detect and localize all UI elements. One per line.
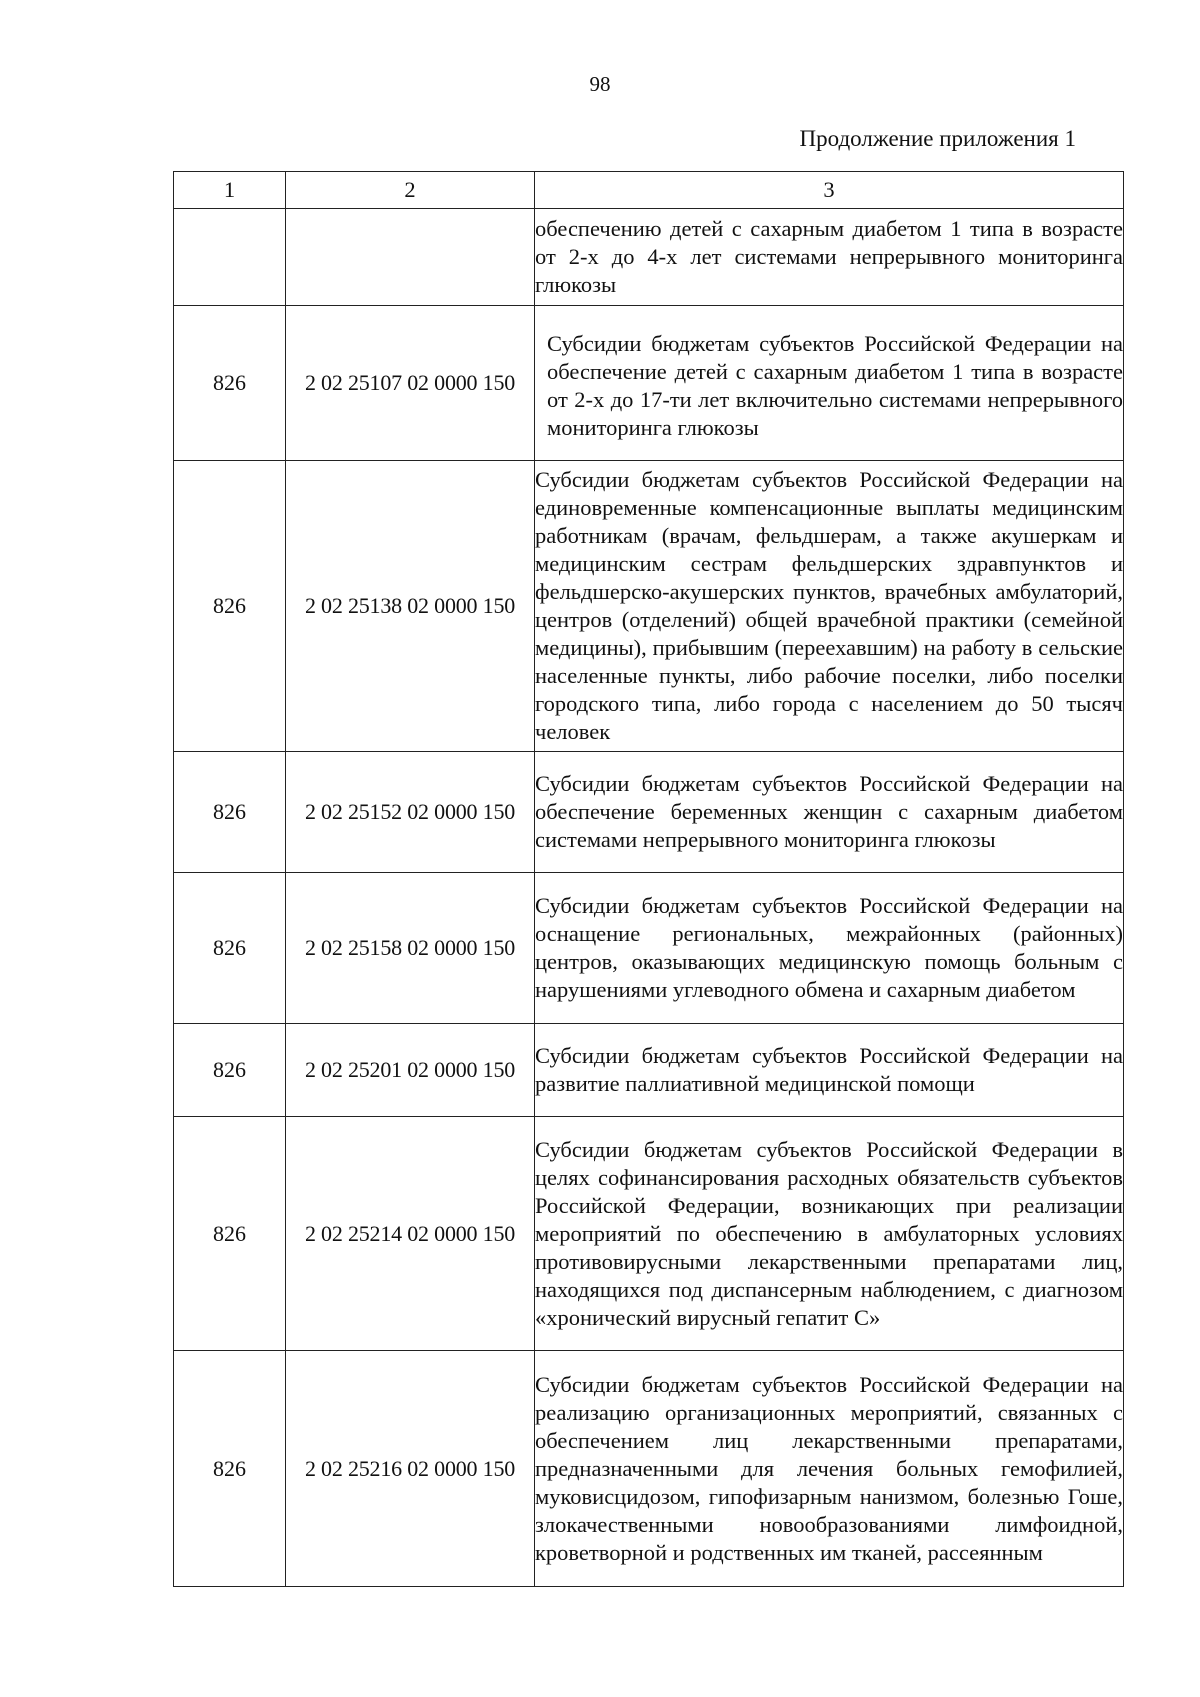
appendix-caption: Продолжение приложения 1 bbox=[799, 126, 1076, 151]
description-cell bbox=[535, 1024, 1124, 1117]
admin-code-cell: 826 bbox=[174, 873, 286, 1024]
admin-code-cell: 826 bbox=[174, 461, 286, 752]
column-header-2: 2 bbox=[286, 172, 535, 209]
budget-code-cell bbox=[286, 209, 535, 306]
budget-code-cell: 2 02 25201 02 0000 150 bbox=[286, 1024, 535, 1117]
admin-code-cell: 826 bbox=[174, 1351, 286, 1587]
budget-code-cell: 2 02 25138 02 0000 150 bbox=[286, 461, 535, 752]
column-header-1: 1 bbox=[174, 172, 286, 209]
column-header-3: 3 bbox=[535, 172, 1124, 209]
budget-code-cell: 2 02 25214 02 0000 150 bbox=[286, 1117, 535, 1351]
admin-code-cell: 826 bbox=[174, 1024, 286, 1117]
description-cell bbox=[535, 306, 1124, 461]
description-cell bbox=[535, 873, 1124, 1024]
table-header-row bbox=[174, 172, 1124, 209]
table-row bbox=[174, 1024, 1124, 1117]
description-text: Субсидии бюджетам субъектов Российской Федерации на обеспечение детей с сахарным диабетом 1 типа в возрасте от 2-х до 17-ти лет включительно системами непрерывного мониторинга глюкозы bbox=[547, 331, 1123, 440]
admin-code-cell: 826 bbox=[174, 1117, 286, 1351]
description-text: Субсидии бюджетам субъектов Российской Федерации на единовременные компенсационные выплаты медицинским работникам (врачам, фельдшерам, а также акушеркам и медицинским сестрам фельдшерских здравпунктов и фельдшерско-акушерских пунктов, врачебных амбулаторий, центров (отделений) общей врачебной практики (семейной медицины), прибывшим (переехавшим) на работу в сельские населенные пункты, либо рабочие поселки, либо поселки городского типа, либо города с населением до 50 тысяч человек bbox=[535, 467, 1123, 744]
description-text: Субсидии бюджетам субъектов Российской Федерации на оснащение региональных, межрайонных (районных) центров, оказывающих медицинскую помощь больным с нарушениями углеводного обмена и сахарным диабетом bbox=[535, 893, 1123, 1002]
description-cell bbox=[535, 1351, 1124, 1587]
admin-code-cell: 826 bbox=[174, 752, 286, 873]
description-cell bbox=[535, 461, 1124, 752]
appendix-table bbox=[173, 171, 1124, 1587]
table-row bbox=[174, 209, 1124, 306]
description-cell bbox=[535, 209, 1124, 306]
budget-code-cell: 2 02 25152 02 0000 150 bbox=[286, 752, 535, 873]
description-text: обеспечению детей с сахарным диабетом 1 типа в возрасте от 2-х до 4-х лет системами непрерывного мониторинга глюкозы bbox=[535, 216, 1123, 297]
table-row bbox=[174, 873, 1124, 1024]
table-row bbox=[174, 461, 1124, 752]
admin-code-cell bbox=[174, 209, 286, 306]
table-row bbox=[174, 752, 1124, 873]
page-number: 98 bbox=[589, 72, 611, 96]
description-text: Субсидии бюджетам субъектов Российской Федерации на развитие паллиативной медицинской помощи bbox=[535, 1043, 1123, 1096]
description-cell bbox=[535, 752, 1124, 873]
table-row bbox=[174, 1117, 1124, 1351]
budget-code-cell: 2 02 25216 02 0000 150 bbox=[286, 1351, 535, 1587]
table-row bbox=[174, 1351, 1124, 1587]
table-row bbox=[174, 306, 1124, 461]
description-text: Субсидии бюджетам субъектов Российской Федерации на обеспечение беременных женщин с сахарным диабетом системами непрерывного мониторинга глюкозы bbox=[535, 771, 1123, 852]
description-text: Субсидии бюджетам субъектов Российской Федерации на реализацию организационных мероприятий, связанных с обеспечением лиц лекарственными препаратами, предназначенными для лечения больных гемофилией, муковисцидозом, гипофизарным нанизмом, болезнью Гоше, злокачественными новообразованиями лимфоидной, кроветворной и родственных им тканей, рассеянным bbox=[535, 1371, 1123, 1565]
description-cell bbox=[535, 1117, 1124, 1351]
description-text: Субсидии бюджетам субъектов Российской Федерации в целях софинансирования расходных обязательств субъектов Российской Федерации, возникающих при реализации мероприятий по обеспечению в амбулаторных условиях противовирусными лекарственными препаратами лиц, находящихся под диспансерным наблюдением, с диагнозом «хронический вирусный гепатит С» bbox=[535, 1136, 1123, 1330]
budget-code-cell: 2 02 25107 02 0000 150 bbox=[286, 306, 535, 461]
budget-code-cell: 2 02 25158 02 0000 150 bbox=[286, 873, 535, 1024]
admin-code-cell: 826 bbox=[174, 306, 286, 461]
